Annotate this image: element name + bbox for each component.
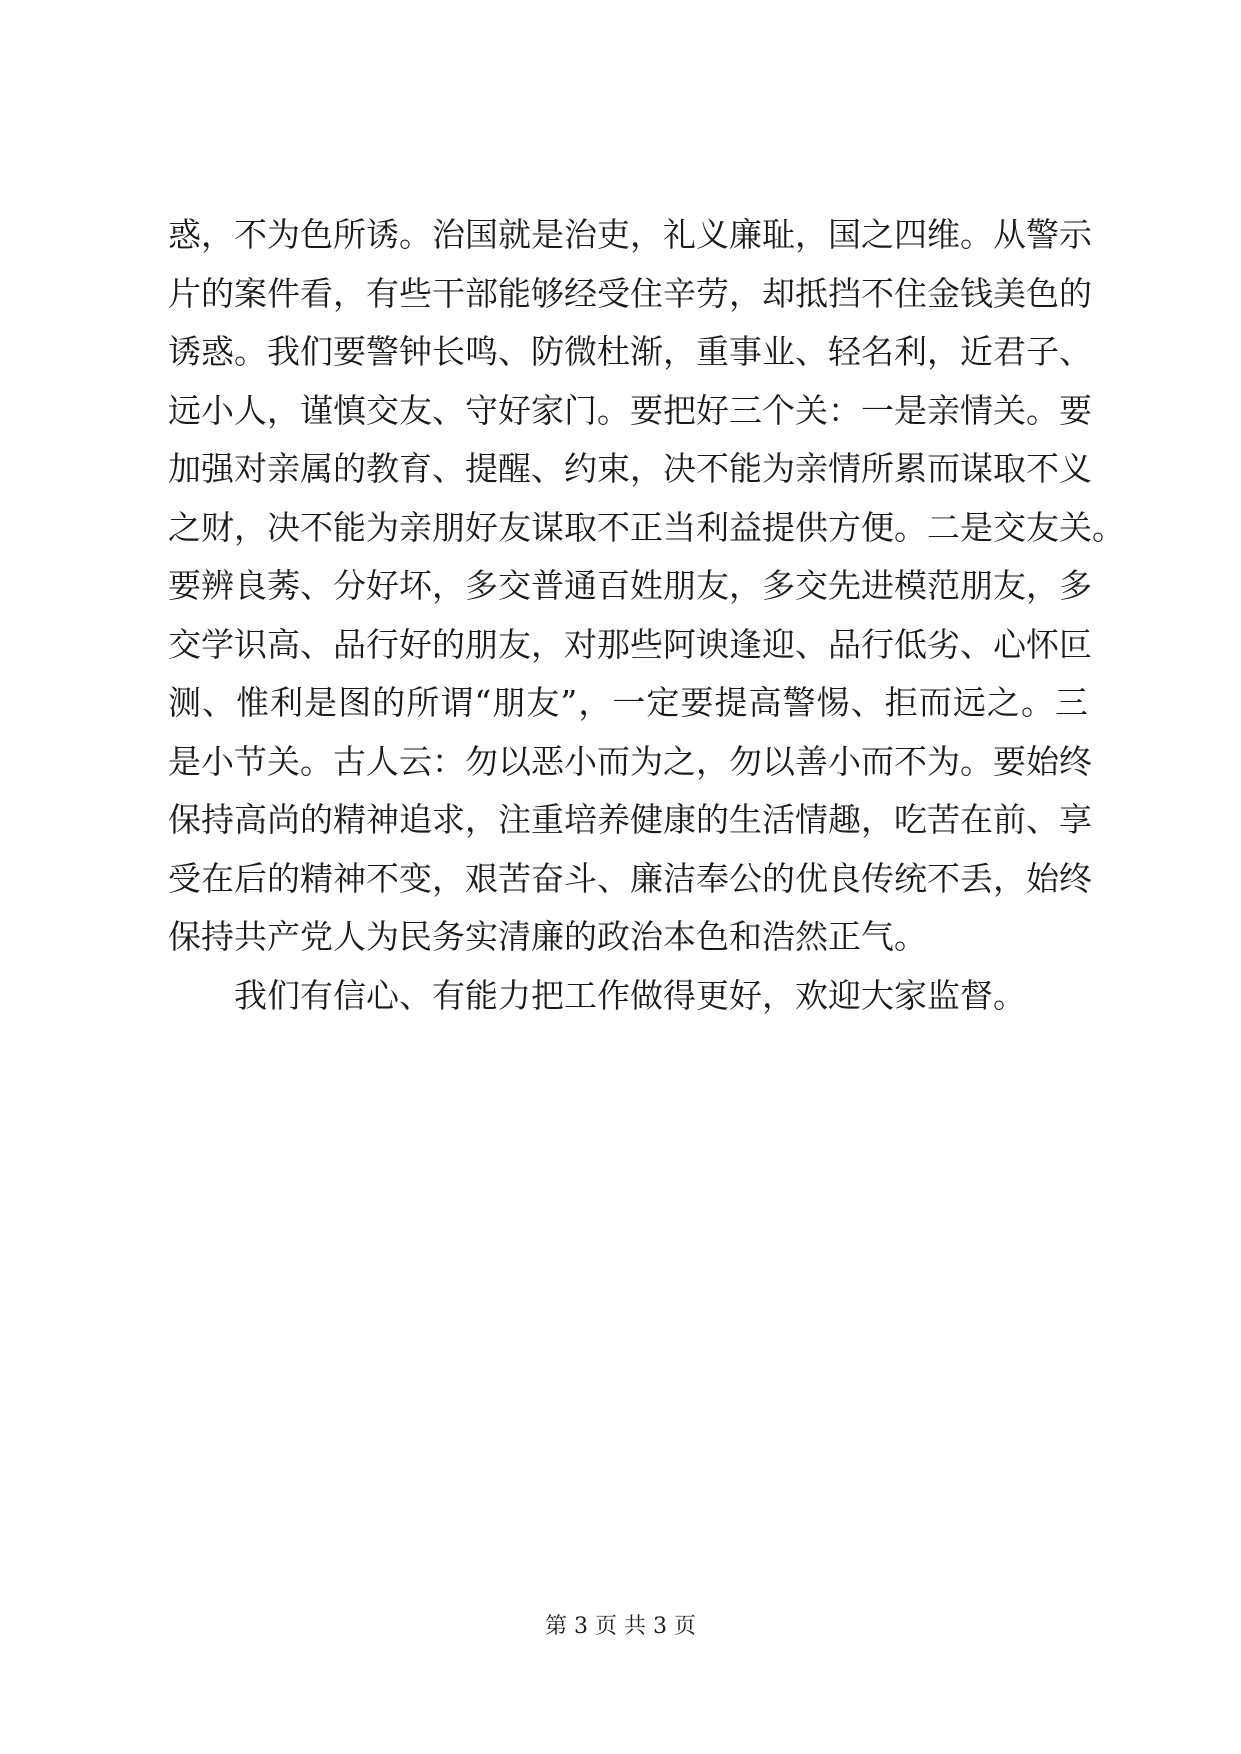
closing-paragraph: 我们有信心、有能力把工作做得更好，欢迎大家监督。 [234,975,1026,1015]
text-line: 加强对亲属的教育、提醒、约束，决不能为亲情所累而谋取不义 [168,449,1092,488]
text-line: 惑，不为色所诱。治国就是治吏，礼义廉耻，国之四维。从警示 [168,215,1092,254]
text-line: 测、惟利是图的所谓“朋友”，一定要提高警惕、拒而远之。三 [168,683,1088,722]
text-line: 保持共产党人为民务实清廉的政治本色和浩然正气。 [168,917,927,956]
text-line: 诱惑。我们要警钟长鸣、防微杜渐，重事业、轻名利，近君子、 [168,332,1092,371]
body-text [168,206,1125,1025]
text-line: 要辨良莠、分好坏，多交普通百姓朋友，多交先进模范朋友，多 [168,566,1092,605]
page-number-footer: 第 3 页 共 3 页 [545,1614,696,1639]
text-line: 交学识高、品行好的朋友，对那些阿谀逢迎、品行低劣、心怀叵 [168,624,1092,664]
text-line: 片的案件看，有些干部能够经受住辛劳，却抵挡不住金钱美色的 [168,273,1092,313]
text-line: 是小节关。古人云：勿以恶小而为之，勿以善小而不为。要始终 [168,741,1092,781]
text-line: 远小人，谨慎交友、守好家门。要把好三个关：一是亲情关。要 [168,390,1092,430]
text-line: 之财，决不能为亲朋好友谋取不正当利益提供方便。二是交友关。 [168,507,1125,547]
text-line: 保持高尚的精神追求，注重培养健康的生活情趣，吃苦在前、享 [168,800,1092,839]
text-line: 受在后的精神不变，艰苦奋斗、廉洁奉公的优良传统不丢，始终 [168,858,1092,898]
